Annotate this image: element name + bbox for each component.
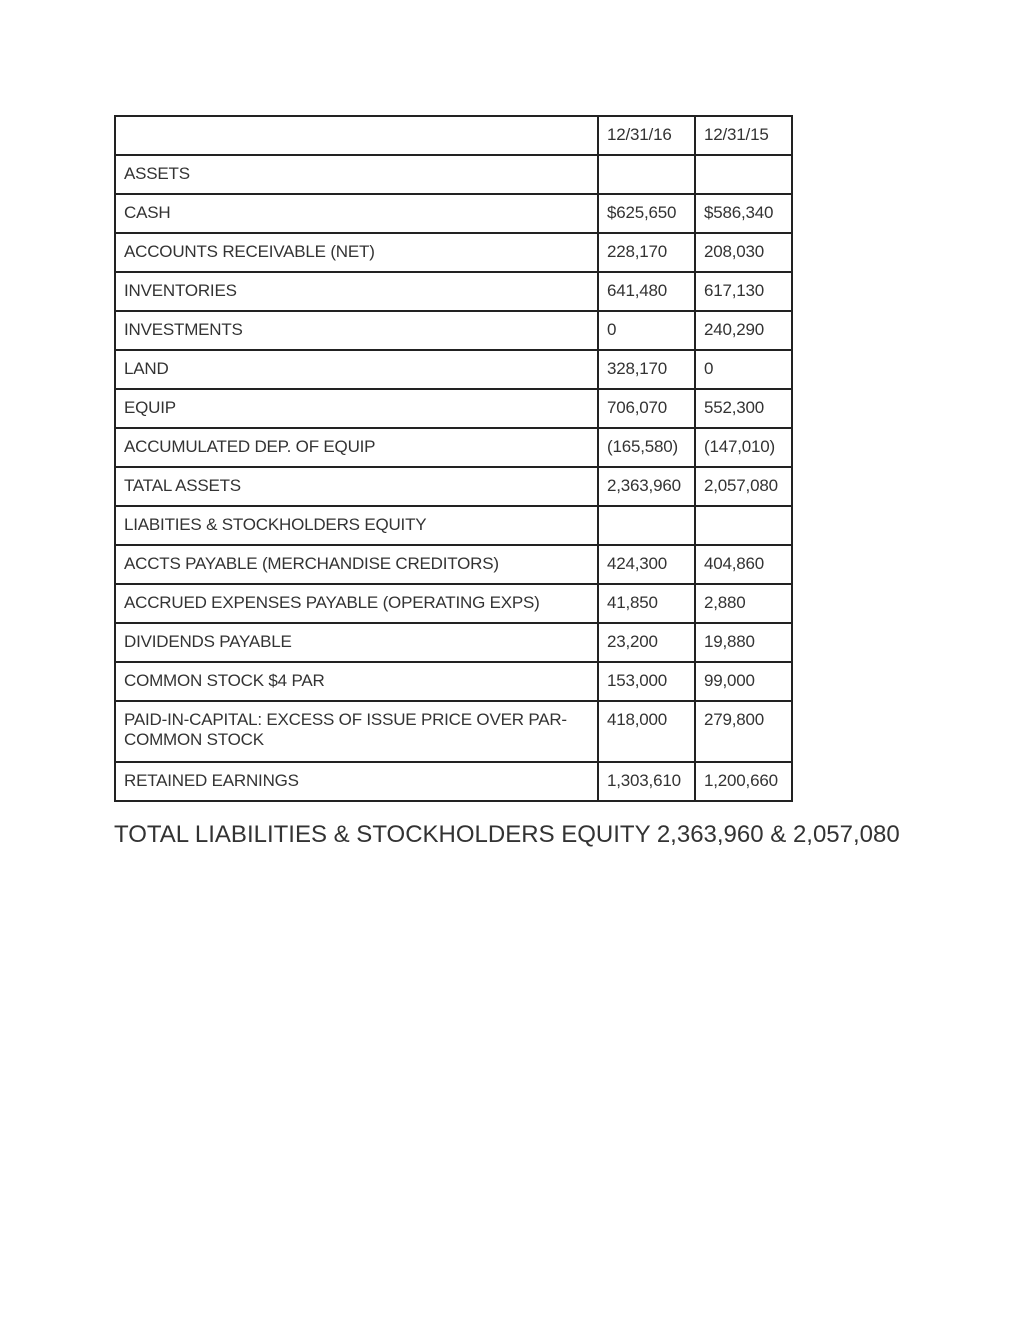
table-row (115, 545, 792, 584)
table-row (115, 506, 792, 545)
value-2016: 424,300 (598, 545, 695, 584)
table-row (115, 623, 792, 662)
value-2015: $586,340 (695, 194, 792, 233)
row-label: EQUIP (115, 389, 598, 428)
row-label: ASSETS (115, 155, 598, 194)
row-label: LIABITIES & STOCKHOLDERS EQUITY (115, 506, 598, 545)
table-row (115, 155, 792, 194)
value-2015: 552,300 (695, 389, 792, 428)
table-row (115, 428, 792, 467)
row-label: DIVIDENDS PAYABLE (115, 623, 598, 662)
row-label: ACCOUNTS RECEIVABLE (NET) (115, 233, 598, 272)
value-2015: 99,000 (695, 662, 792, 701)
row-label: COMMON STOCK $4 PAR (115, 662, 598, 701)
table-row (115, 662, 792, 701)
table-row (115, 584, 792, 623)
value-2015 (695, 506, 792, 545)
row-label: LAND (115, 350, 598, 389)
row-label: PAID-IN-CAPITAL: EXCESS OF ISSUE PRICE OVER PAR-COMMON STOCK (115, 701, 598, 762)
table-row (115, 350, 792, 389)
value-2016 (598, 155, 695, 194)
row-label: INVESTMENTS (115, 311, 598, 350)
value-2015 (695, 155, 792, 194)
value-2015: (147,010) (695, 428, 792, 467)
table-row (115, 762, 792, 801)
value-2015: 279,800 (695, 701, 792, 762)
row-label: ACCTS PAYABLE (MERCHANDISE CREDITORS) (115, 545, 598, 584)
row-label: TATAL ASSETS (115, 467, 598, 506)
value-2016: 418,000 (598, 701, 695, 762)
value-2015: 2,057,080 (695, 467, 792, 506)
header-cell-2016: 12/31/16 (598, 116, 695, 155)
balance-sheet (114, 115, 793, 802)
value-2016: 1,303,610 (598, 762, 695, 801)
value-2016: 153,000 (598, 662, 695, 701)
row-label: ACCRUED EXPENSES PAYABLE (OPERATING EXPS) (115, 584, 598, 623)
value-2016: 41,850 (598, 584, 695, 623)
table-row (115, 233, 792, 272)
header-cell-label (115, 116, 598, 155)
value-2015: 19,880 (695, 623, 792, 662)
value-2016: 0 (598, 311, 695, 350)
value-2016: 641,480 (598, 272, 695, 311)
table-row (115, 272, 792, 311)
value-2015: 240,290 (695, 311, 792, 350)
table-header-row (115, 116, 792, 155)
table-row (115, 194, 792, 233)
value-2016: 2,363,960 (598, 467, 695, 506)
value-2015: 617,130 (695, 272, 792, 311)
value-2016: (165,580) (598, 428, 695, 467)
balance-sheet-table (114, 115, 793, 802)
value-2016: 228,170 (598, 233, 695, 272)
row-label: ACCUMULATED DEP. OF EQUIP (115, 428, 598, 467)
row-label: CASH (115, 194, 598, 233)
value-2015: 0 (695, 350, 792, 389)
value-2016: 706,070 (598, 389, 695, 428)
value-2016: $625,650 (598, 194, 695, 233)
value-2015: 2,880 (695, 584, 792, 623)
table-row (115, 467, 792, 506)
total-liabilities-equity-line: TOTAL LIABILITIES & STOCKHOLDERS EQUITY 2,363,960 & 2,057,080 (114, 821, 900, 848)
table-row (115, 389, 792, 428)
value-2016: 328,170 (598, 350, 695, 389)
value-2016: 23,200 (598, 623, 695, 662)
header-cell-2015: 12/31/15 (695, 116, 792, 155)
value-2015: 1,200,660 (695, 762, 792, 801)
value-2015: 208,030 (695, 233, 792, 272)
row-label: INVENTORIES (115, 272, 598, 311)
value-2016 (598, 506, 695, 545)
value-2015: 404,860 (695, 545, 792, 584)
table-row (115, 311, 792, 350)
row-label: RETAINED EARNINGS (115, 762, 598, 801)
table-row (115, 701, 792, 762)
